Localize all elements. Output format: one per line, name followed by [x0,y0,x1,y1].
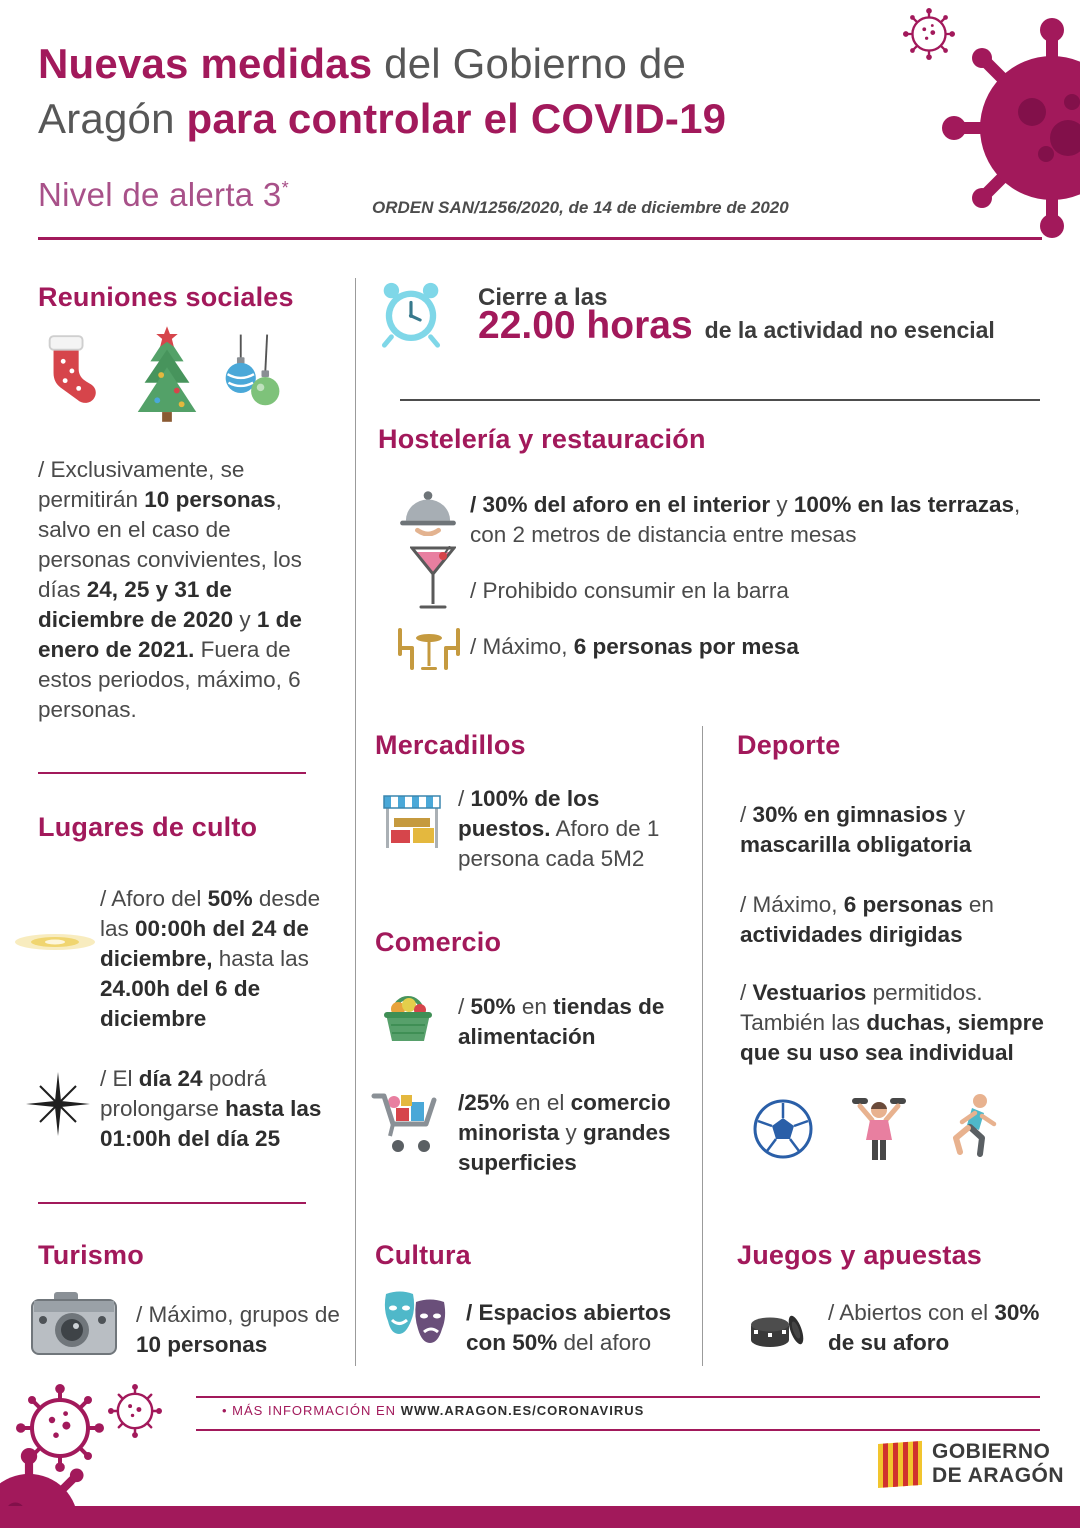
reuniones-text: / Exclusivamente, se permitirán 10 personas, salvo en el caso de personas convivientes, los días 24, 25 y 31 de diciembre de 2020 y 1 de enero de 2021. Fuera de estos periodos, máximo, 6 personas. [38,457,302,722]
culto-item-2: / El día 24 podrá prolongarse hasta las 01:00h del día 25 [100,1066,322,1151]
section-heading-cultura: Cultura [375,1240,471,1270]
market-stall-icon [382,790,442,854]
serving-dish-icon [398,486,458,536]
order-reference: ORDEN SAN/1256/2020, de 14 de diciembre de 2020 [372,198,789,217]
theater-masks-icon [380,1290,450,1352]
star-sparkle-icon [26,1072,90,1136]
weightlifter-icon [848,1092,910,1164]
section-heading-deporte: Deporte [737,730,841,760]
footer-divider-bottom [196,1429,1040,1431]
page-title: Nuevas medidas del Gobierno de Aragón para controlar el COVID-19 [38,40,727,142]
footer-divider-top [196,1396,1040,1398]
food-basket-icon [378,984,438,1044]
footer-info: • MÁS INFORMACIÓN EN WWW.ARAGON.ES/CORONAVIRUS [222,1403,645,1418]
comercio-item-2: /25% en el comercio minorista y grandes superficies [458,1090,671,1175]
comercio-item-1: / 50% en tiendas de alimentación [458,994,665,1049]
left-divider-2 [38,1202,306,1204]
column-divider-2 [702,726,703,1366]
section-heading-culto: Lugares de culto [38,812,258,842]
deporte-item-3: / Vestuarios permitidos. También las duchas, siempre que su uso sea individual [740,980,1044,1065]
deporte-item-2: / Máximo, 6 personas en actividades dirigidas [740,892,994,947]
baubles-icon [220,334,286,420]
hosteleria-item-1: / 30% del aforo en el interior y 100% en las terrazas, con 2 metros de distancia entre mesas [470,492,1021,547]
section-heading-reuniones: Reuniones sociales [38,282,294,312]
christmas-tree-icon [128,326,206,424]
virus-icon [108,1384,162,1438]
bottom-bar [0,1506,1080,1528]
alert-level-label: Nivel de alerta 3* [38,176,289,213]
section-heading-hosteleria: Hostelería y restauración [378,424,706,454]
cocktail-icon [410,546,456,616]
section-heading-mercadillos: Mercadillos [375,730,526,760]
alarm-clock-icon [376,278,446,348]
government-logo-line-2: DE ARAGÓN [932,1464,1065,1487]
camera-icon [30,1288,118,1360]
virus-icon [942,18,1080,238]
hosteleria-item-3: / Máximo, 6 personas por mesa [470,634,799,659]
turismo-text: / Máximo, grupos de 10 personas [136,1302,340,1357]
stocking-icon [40,332,98,408]
juegos-text: / Abiertos con el 30% de su aforo [828,1300,1040,1355]
soccer-ball-icon [752,1098,814,1160]
closing-time: 22.00 horas [478,304,693,347]
column-divider-1 [355,278,356,1366]
poker-chips-icon [746,1290,810,1352]
closing-divider [400,399,1040,401]
runner-icon [944,1092,1000,1164]
government-logo-line-1: GOBIERNO [932,1440,1051,1463]
mercadillos-text: / 100% de los puestos. Aforo de 1 persona cada 5M2 [458,786,660,871]
cultura-text: / Espacios abiertos con 50% del aforo [466,1300,672,1355]
deporte-item-1: / 30% en gimnasios y mascarilla obligatoria [740,802,972,857]
table-chairs-icon [396,624,462,672]
section-heading-comercio: Comercio [375,927,502,957]
closing-intro: Cierre a las [478,284,608,311]
header-divider [38,237,1042,240]
candle-glow-icon [12,920,98,964]
government-logo [932,1440,1064,1488]
left-divider-1 [38,772,306,774]
section-heading-juegos: Juegos y apuestas [737,1240,983,1270]
culto-item-1: / Aforo del 50% desde las 00:00h del 24 de diciembre, hasta las 24.00h del 6 de diciembre [100,886,321,1031]
section-heading-turismo: Turismo [38,1240,144,1270]
shopping-cart-icon [370,1078,442,1160]
closing-row [478,304,995,348]
hosteleria-item-2: / Prohibido consumir en la barra [470,578,789,603]
aragon-flag-icon [878,1438,922,1490]
closing-scope: de la actividad no esencial [704,317,995,343]
